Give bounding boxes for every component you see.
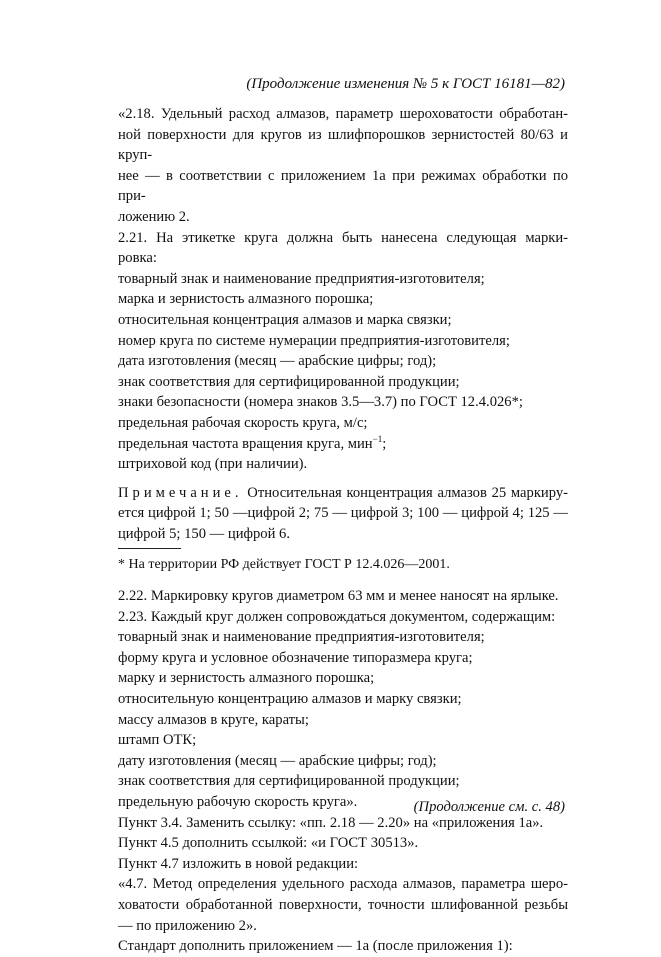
text-line: относительную концентрацию алмазов и марку связки; [118,691,462,708]
text-line: ровка: [118,250,157,267]
text-line: Пункт 4.7 изложить в новой редакции: [118,855,359,872]
text-line: марку и зернистость алмазного порошка; [118,670,375,687]
text-line: нее — в соответствии с приложением 1а при режимах обработки по при- [118,167,568,205]
text-line: штамп ОТК; [118,732,197,749]
text-line: штриховой код (при наличии). [118,456,308,473]
text-line [118,434,568,455]
text-line: 2.22. Маркировку кругов диаметром 63 мм и менее наносят на ярлыке. [118,588,559,605]
text-line: 2.21. На этикетке круга должна быть нанесена следующая марки- [118,229,568,246]
text-line: предельная рабочая скорость круга, м/с; [118,414,368,431]
footnote: * На территории РФ действует ГОСТ Р 12.4.026—2001. [118,557,450,573]
text-fragment: предельная частота вращения круга, мин [118,435,373,452]
superscript: −1 [372,433,383,444]
text-line: цифрой 5; 150 — цифрой 6. [118,525,290,542]
text-line: номер круга по системе нумерации предприятия-изготовителя; [118,332,510,349]
block-2-22-onwards [118,586,568,957]
text-line: знак соответствия для сертифицированной продукции; [118,773,460,790]
text-line: форму круга и условное обозначение типоразмера круга; [118,649,473,666]
note-label: Примечание. [118,484,243,501]
text-line: товарный знак и наименование предприятия-изготовителя; [118,629,485,646]
text-line: марка и зернистость алмазного порошка; [118,291,374,308]
text-fragment: ; [382,435,387,452]
text-line: Пункт 3.4. Заменить ссылку: «пп. 2.18 — 2.20» на «приложения 1а». [118,814,544,831]
text-line: относительная концентрация алмазов и марка связки; [118,311,452,328]
note-block [118,483,568,545]
text-line: ховатости обработанной поверхности, точности шлифованной резьбы [118,896,568,913]
footnote-divider [118,548,181,549]
text-line: «4.7. Метод определения удельного расхода алмазов, параметра шеро- [118,876,568,893]
main-text [118,104,568,957]
text-line: — по приложению 2». [118,917,257,934]
page-header: (Продолжение изменения № 5 к ГОСТ 16181—82) [246,76,565,92]
text-line: 2.23. Каждый круг должен сопровождаться документом, содержащим: [118,608,556,625]
text-line: Пункт 4.5 дополнить ссылкой: «и ГОСТ 30513». [118,835,419,852]
text-line: дата изготовления (месяц — арабские цифры; год); [118,353,437,370]
continuation-note: (Продолжение см. с. 48) [413,799,565,815]
text-line: массу алмазов в круге, караты; [118,711,309,728]
text-line: ложению 2. [118,208,190,225]
text-line: знак соответствия для сертифицированной продукции; [118,373,460,390]
text-line: «2.18. Удельный расход алмазов, параметр шероховатости обработан- [118,106,568,122]
text-line: дату изготовления (месяц — арабские цифры; год); [118,752,437,769]
text-line: знаки безопасности (номера знаков 3.5—3.7) по ГОСТ 12.4.026*; [118,394,523,411]
text-line: Стандарт дополнить приложением — 1а (после приложения 1): [118,938,513,955]
text-line [118,483,568,504]
text-fragment: Относительная концентрация алмазов 25 маркиру- [242,484,568,501]
text-line: ется цифрой 1; 50 —цифрой 2; 75 — цифрой 3; 100 — цифрой 4; 125 — [118,505,568,522]
text-line: ной поверхности для кругов из шлифпорошков зернистостей 80/63 и круп- [118,126,568,164]
text-line: предельную рабочую скорость круга». [118,794,358,810]
block-2-18-2-21 [118,104,568,475]
text-line: товарный знак и наименование предприятия-изготовителя; [118,270,485,287]
